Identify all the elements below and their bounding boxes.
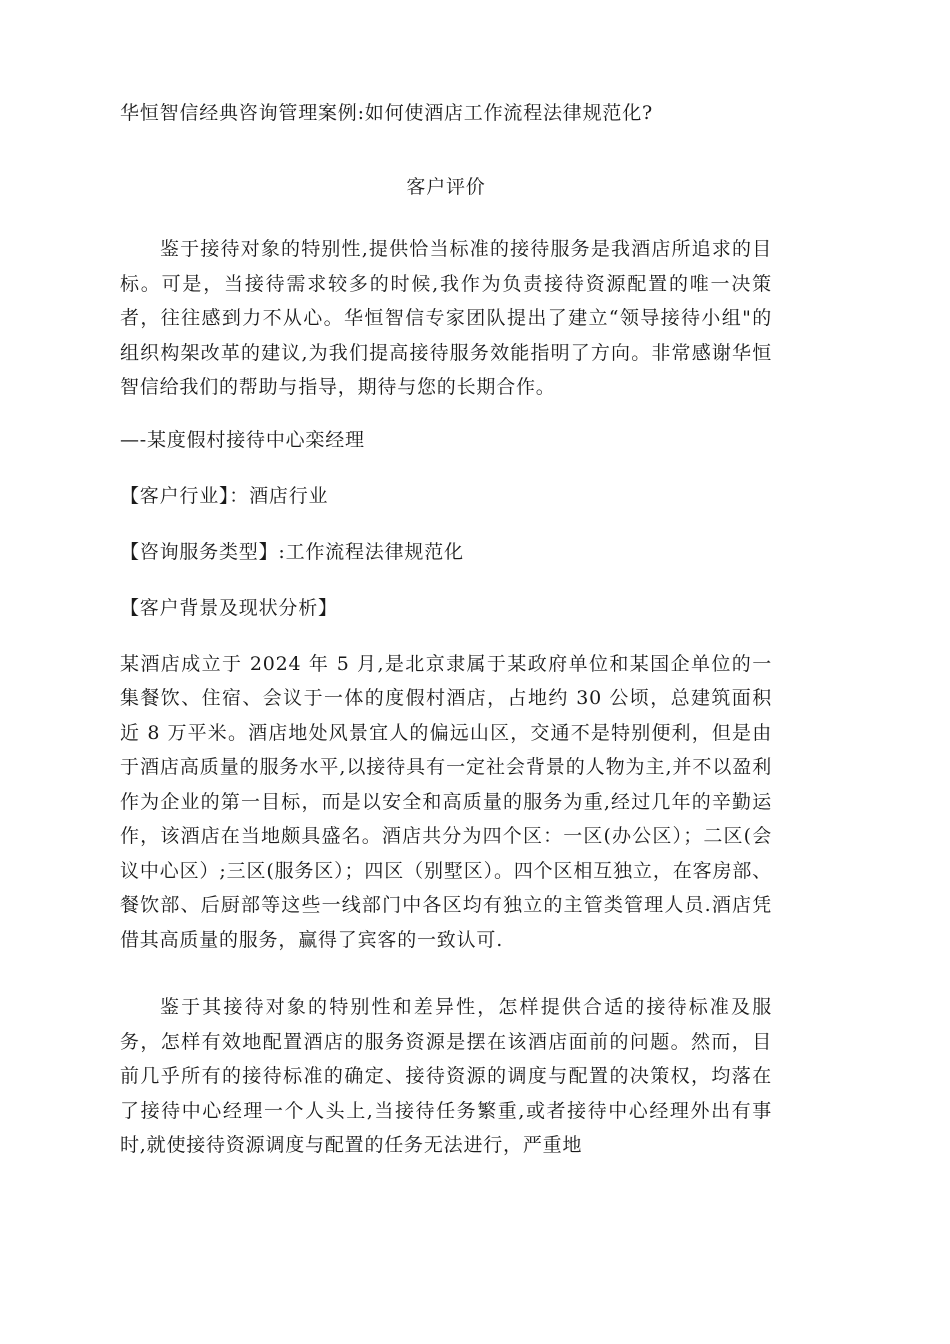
service-type: 【咨询服务类型】:工作流程法律规范化 [120, 540, 464, 563]
testimonial-signature: —-某度假村接待中心栾经理 [120, 428, 365, 451]
background-heading: 【客户背景及现状分析】 [120, 596, 338, 619]
background-paragraph: 某酒店成立于 2024 年 5 月,是北京隶属于某政府单位和某国企单位的一集餐饮、住宿、会议于一体的度假村酒店，占地约 30 公顷，总建筑面积近 8 万平米。酒店地处风景宜人的偏远山区，交通不是特别便利，但是由于酒店高质量的服务水平,以接待具有一定社会背景的人物为主,并不以盈利作为企业的第一目标，而是以安全和高质量的服务为重,经过几年的辛勤运作，该酒店在当地颇具盛名。酒店共分为四个区：一区(办公区）；二区(会议中心区）;三区(服务区）；四区（别墅区）。四个区相互独立，在客房部、餐饮部、后厨部等这些一线部门中各区均有独立的主管类管理人员.酒店凭借其高质量的服务，赢得了宾客的一致认可. [120, 652, 772, 951]
client-industry: 【客户行业】：酒店行业 [120, 484, 329, 507]
document-title: 华恒智信经典咨询管理案例:如何使酒店工作流程法律规范化? [120, 102, 653, 124]
testimonial-paragraph: 鉴于接待对象的特别性,提供恰当标准的接待服务是我酒店所追求的目标。可是，当接待需求较多的时候,我作为负责接待资源配置的唯一决策者，往往感到力不从心。华恒智信专家团队提出了建立“领导接待小组"的组织构架改革的建议,为我们提高接待服务效能指明了方向。非常感谢华恒智信给我们的帮助与指导，期待与您的长期合作。 [120, 238, 772, 398]
analysis-paragraph: 鉴于其接待对象的特别性和差异性，怎样提供合适的接待标准及服务，怎样有效地配置酒店的服务资源是摆在该酒店面前的问题。然而，目前几乎所有的接待标准的确定、接待资源的调度与配置的决策权，均落在了接待中心经理一个人头上,当接待任务繁重,或者接待中心经理外出有事时,就使接待资源调度与配置的任务无法进行，严重地 [120, 996, 772, 1156]
document-page [120, 96, 772, 1163]
section-title: 客户评价 [406, 176, 486, 198]
